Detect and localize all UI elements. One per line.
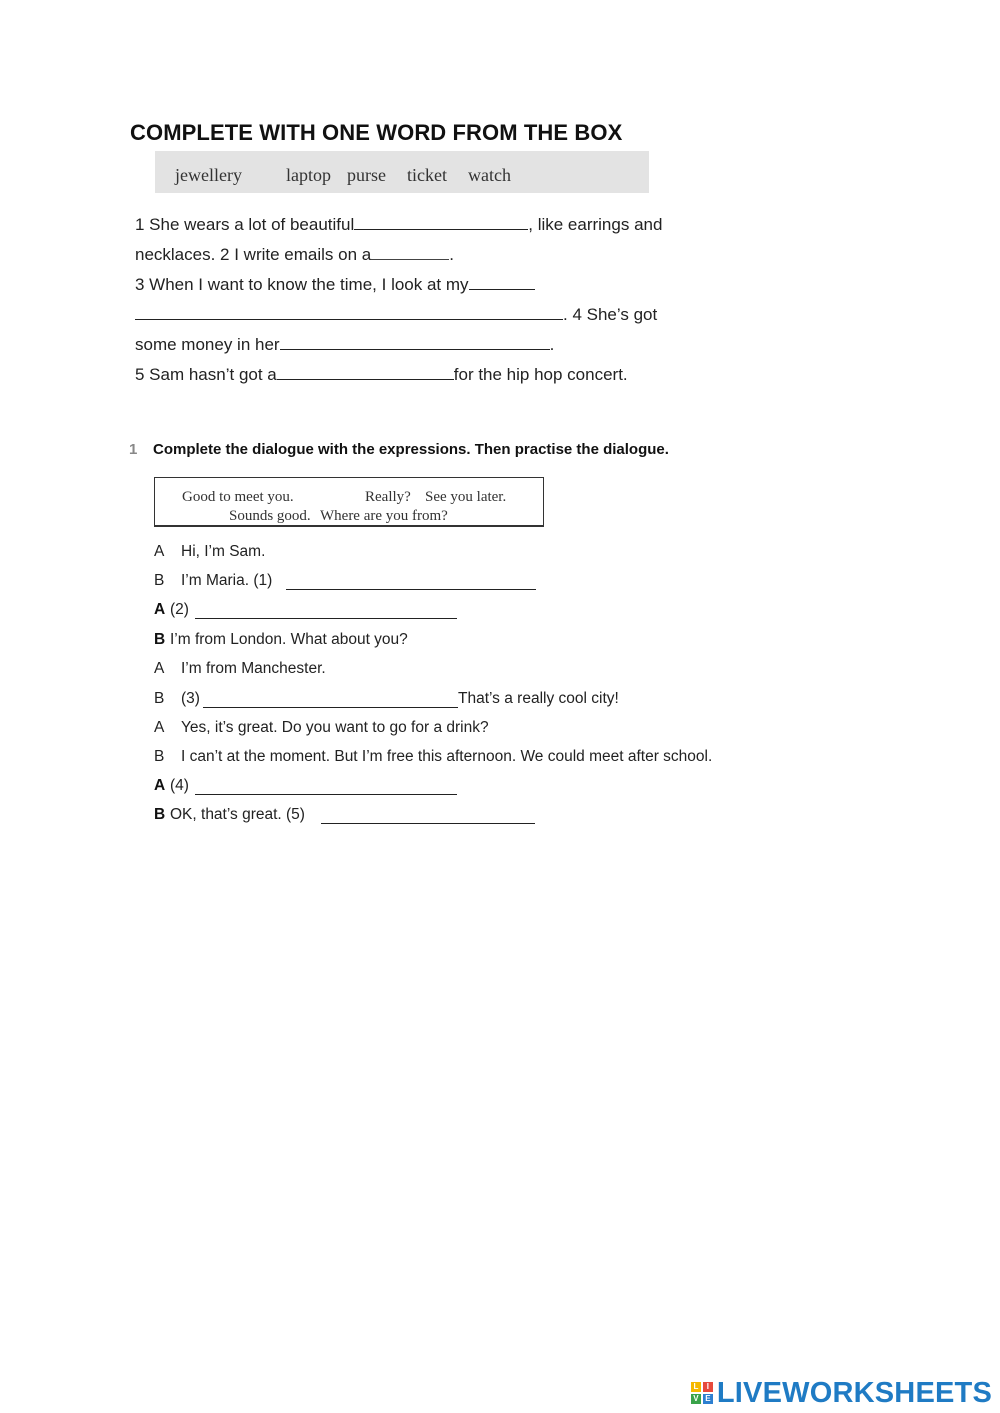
sentence-line-4 bbox=[135, 304, 657, 325]
dialogue-blank-3[interactable] bbox=[203, 692, 458, 708]
logo-letter-e: E bbox=[703, 1394, 713, 1404]
answer-blank-2[interactable] bbox=[371, 244, 449, 260]
answer-blank-3a[interactable] bbox=[469, 274, 535, 290]
sentence-text: . 4 She’s got bbox=[563, 305, 658, 324]
sentence-text: . bbox=[449, 245, 454, 264]
speaker-label: A bbox=[154, 601, 166, 618]
dialogue-text: OK, that’s great. (5) bbox=[170, 806, 305, 823]
exercise-title: COMPLETE WITH ONE WORD FROM THE BOX bbox=[130, 120, 623, 145]
answer-blank-3b[interactable] bbox=[135, 304, 563, 320]
dialogue-text: Yes, it’s great. Do you want to go for a drink? bbox=[181, 719, 489, 736]
speaker-label: A bbox=[154, 660, 165, 677]
sentence-line-5 bbox=[135, 334, 554, 355]
dialogue-blank-4[interactable] bbox=[195, 779, 457, 795]
speaker-label: B bbox=[154, 572, 165, 589]
dialogue-text: I’m from Manchester. bbox=[181, 660, 326, 677]
dialogue-blank-5[interactable] bbox=[321, 808, 535, 824]
logo-letter-i: I bbox=[703, 1382, 713, 1392]
logo-squares-icon bbox=[691, 1382, 713, 1404]
box-word-jewellery: jewellery bbox=[175, 165, 242, 185]
expression-see-you-later: See you later. bbox=[425, 489, 507, 505]
sentence-line-3 bbox=[135, 274, 535, 295]
speaker-label: B bbox=[154, 690, 165, 707]
sentence-text: 1 She wears a lot of beautiful bbox=[135, 215, 355, 234]
speaker-label: A bbox=[154, 543, 165, 560]
dialogue-text: I’m from London. What about you? bbox=[170, 631, 408, 648]
dialogue-text: I can’t at the moment. But I’m free this afternoon. We could meet after school. bbox=[181, 748, 713, 765]
box-word-ticket: ticket bbox=[407, 165, 447, 185]
sentence-text: for the hip hop concert. bbox=[453, 365, 628, 384]
logo-letter-l: L bbox=[691, 1382, 701, 1392]
logo-text: LIVEWORKSHEETS bbox=[716, 1376, 992, 1409]
speaker-label: A bbox=[154, 719, 165, 736]
speaker-label: B bbox=[154, 631, 166, 648]
dialogue-blank-2[interactable] bbox=[195, 603, 457, 619]
dialogue-text-after: That’s a really cool city! bbox=[458, 690, 619, 707]
sentence-line-2 bbox=[135, 244, 454, 265]
sentence-line-6 bbox=[135, 364, 628, 385]
sentence-text: 5 Sam hasn’t got a bbox=[135, 365, 277, 384]
box-word-laptop: laptop bbox=[286, 165, 331, 185]
exercise-number: 1 bbox=[129, 441, 138, 458]
dialogue-text: (3) bbox=[181, 690, 200, 707]
word-box bbox=[155, 151, 649, 193]
sentence-text: necklaces. 2 I write emails on a bbox=[135, 245, 372, 264]
sentence-text: , like earrings and bbox=[528, 215, 663, 234]
dialogue-text: (4) bbox=[170, 777, 189, 794]
dialogue-blank-1[interactable] bbox=[286, 574, 536, 590]
sentence-text: some money in her bbox=[135, 335, 280, 354]
expression-really: Really? bbox=[365, 489, 411, 505]
speaker-label: B bbox=[154, 806, 166, 823]
liveworksheets-logo bbox=[691, 1378, 992, 1408]
speaker-label: B bbox=[154, 748, 165, 765]
sentence-line-1 bbox=[135, 214, 662, 235]
dialogue-text: (2) bbox=[170, 601, 189, 618]
answer-blank-5[interactable] bbox=[277, 364, 454, 380]
dialogue-text: Hi, I’m Sam. bbox=[181, 543, 266, 560]
sentence-text: . bbox=[549, 335, 555, 354]
expressions-box bbox=[154, 477, 544, 527]
answer-blank-1[interactable] bbox=[354, 214, 528, 230]
answer-blank-4[interactable] bbox=[280, 334, 550, 350]
logo-letter-v: V bbox=[691, 1394, 701, 1404]
sentence-text: 3 When I want to know the time, I look at my bbox=[135, 275, 469, 294]
box-word-watch: watch bbox=[468, 165, 511, 185]
expression-sounds-good: Sounds good. bbox=[229, 508, 311, 524]
expression-good-to-meet-you: Good to meet you. bbox=[182, 489, 294, 505]
box-word-purse: purse bbox=[347, 165, 386, 185]
speaker-label: A bbox=[154, 777, 166, 794]
dialogue-text: I’m Maria. (1) bbox=[181, 572, 273, 589]
exercise-instructions: Complete the dialogue with the expressions. Then practise the dialogue. bbox=[153, 441, 669, 458]
expression-where-are-you-from: Where are you from? bbox=[320, 508, 448, 524]
